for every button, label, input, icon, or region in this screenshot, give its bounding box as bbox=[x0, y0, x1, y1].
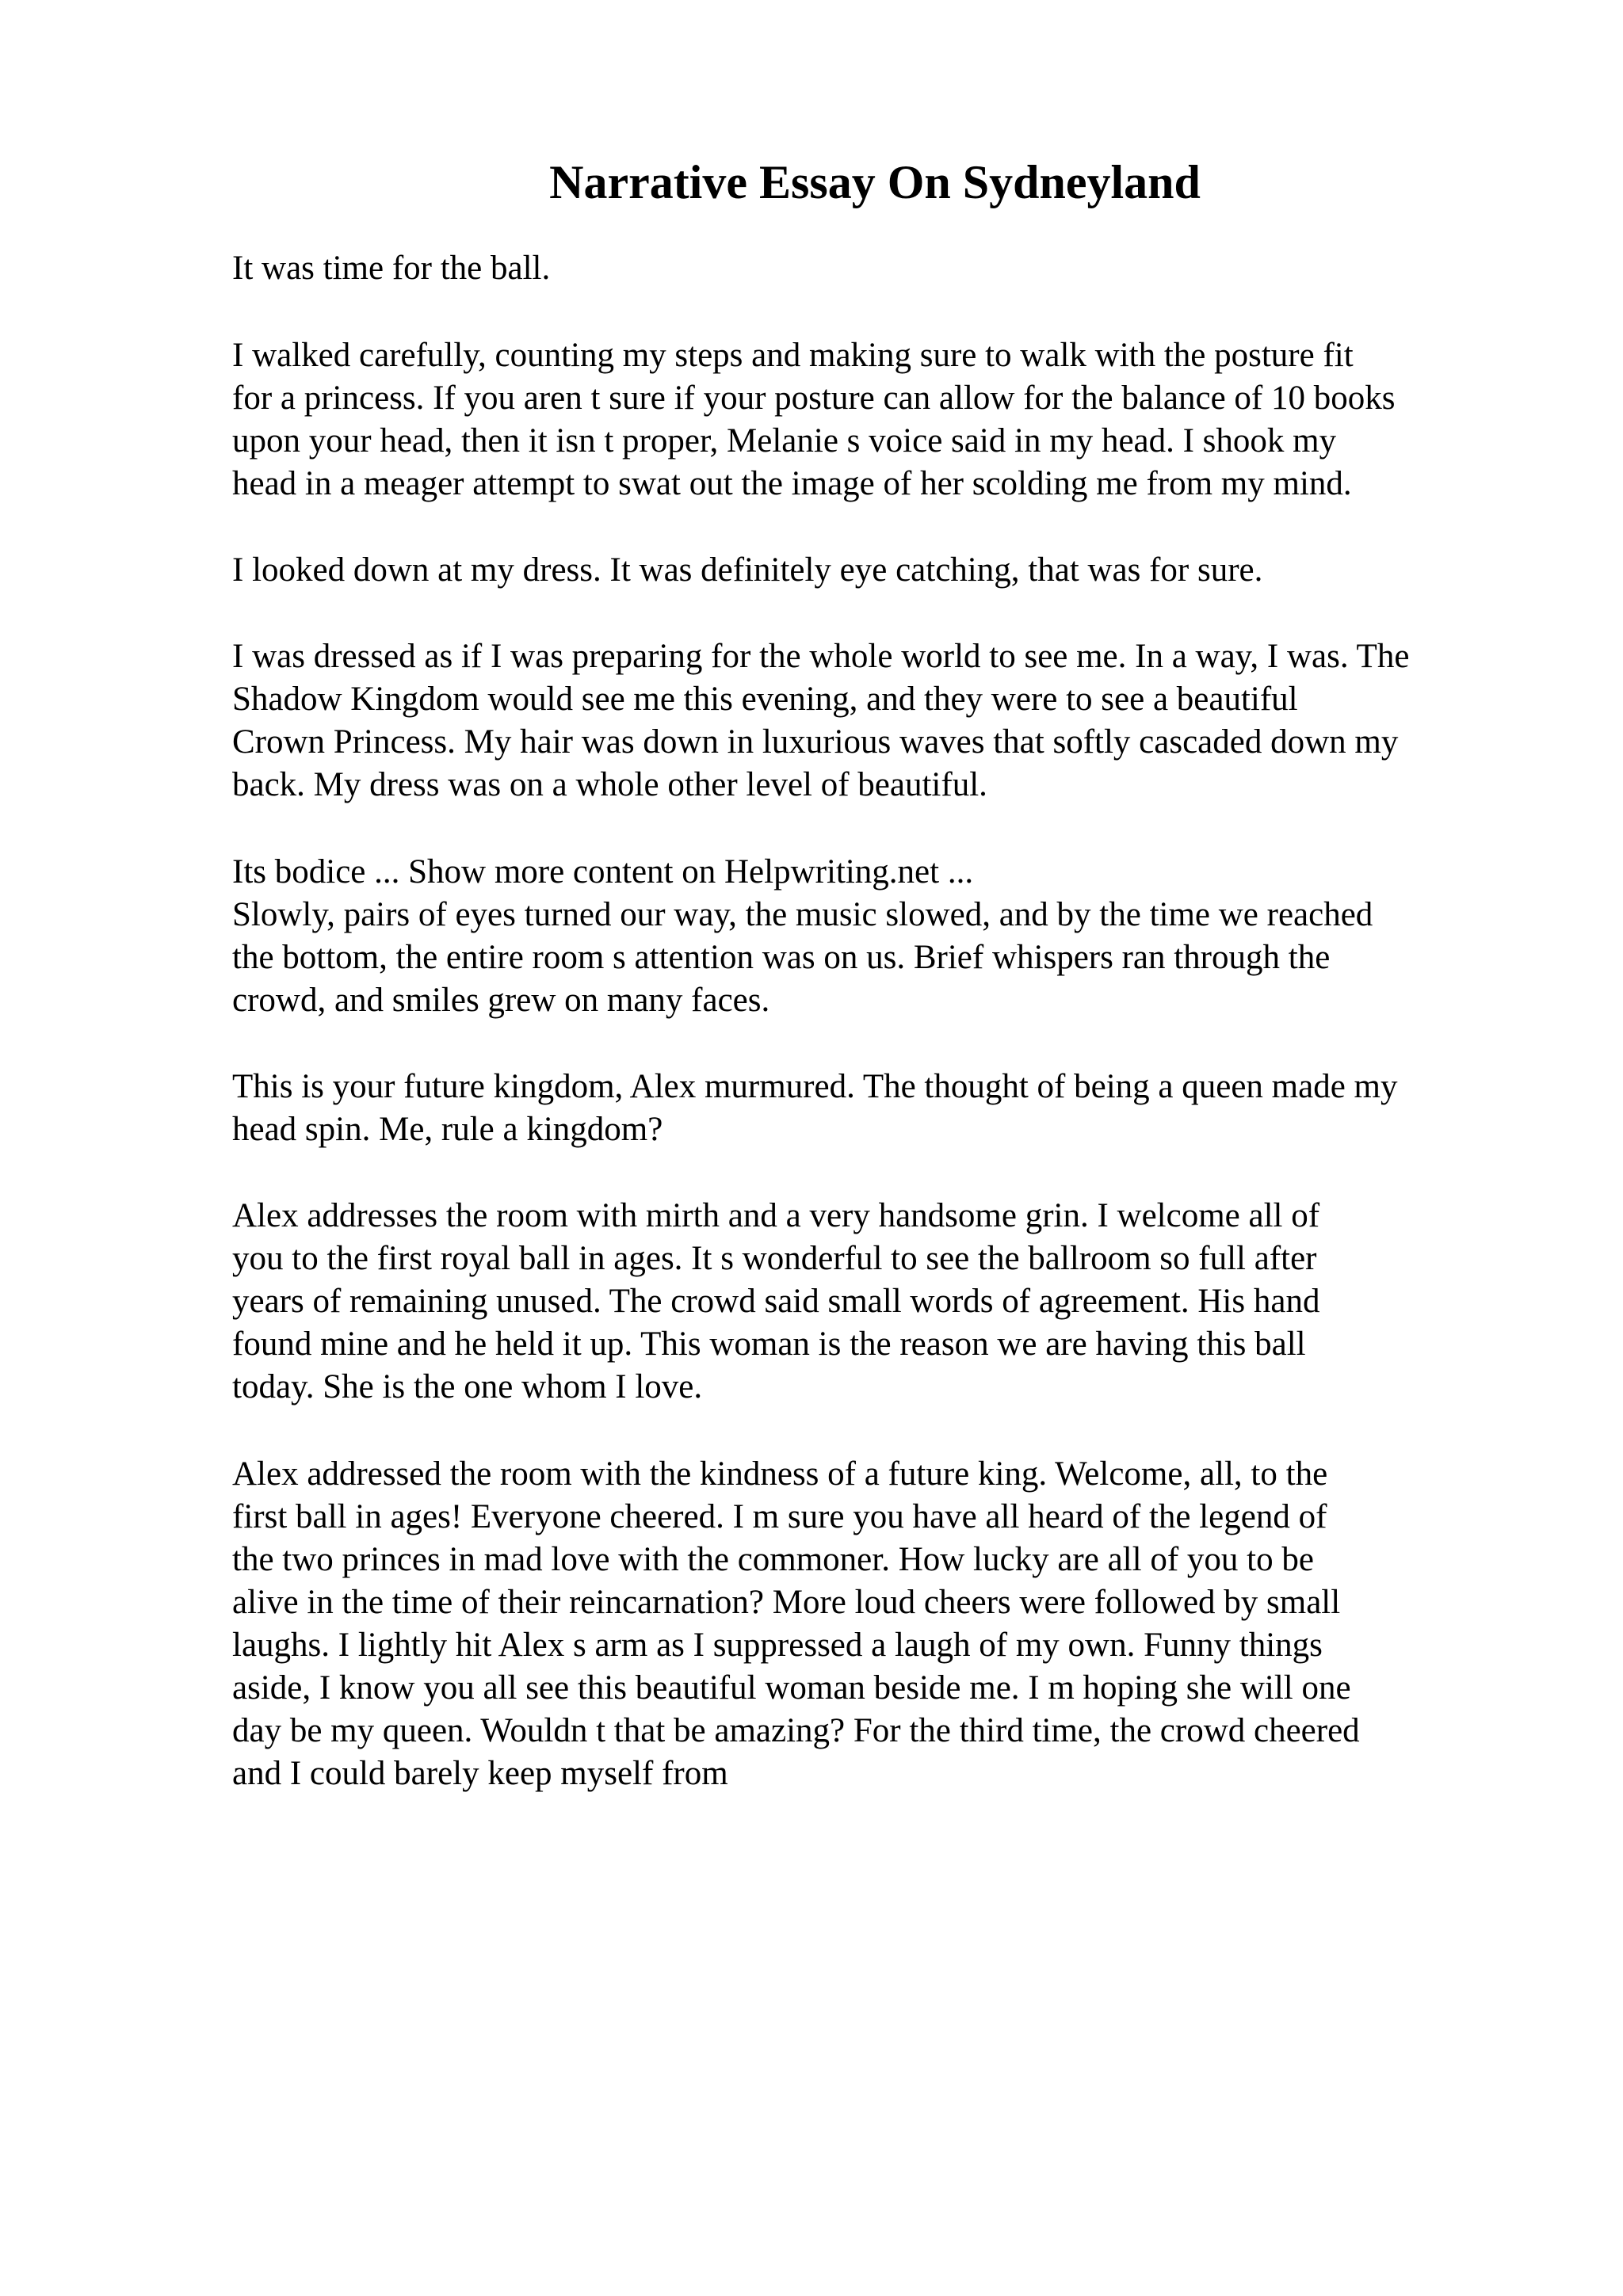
text-line: Alex addressed the room with the kindness of a future king. Welcome, all, to the bbox=[232, 1455, 1328, 1493]
text-line: I walked carefully, counting my steps and making sure to walk with the posture fit bbox=[232, 337, 1354, 374]
text-line: head in a meager attempt to swat out the image of her scolding me from my mind. bbox=[232, 465, 1352, 502]
text-line: the bottom, the entire room s attention was on us. Brief whispers ran through the bbox=[232, 939, 1331, 976]
text-line: found mine and he held it up. This woman is the reason we are having this ball bbox=[232, 1325, 1306, 1363]
text-line: crowd, and smiles grew on many faces. bbox=[232, 982, 770, 1019]
text-line: for a princess. If you aren t sure if your posture can allow for the balance of 10 books bbox=[232, 379, 1396, 417]
text-line: you to the first royal ball in ages. It s wonderful to see the ballroom so full after bbox=[232, 1240, 1317, 1277]
text-line: I was dressed as if I was preparing for the whole world to see me. In a way, I was. The bbox=[232, 638, 1410, 675]
text-line: laughs. I lightly hit Alex s arm as I suppressed a laugh of my own. Funny things bbox=[232, 1627, 1323, 1664]
text-line: years of remaining unused. The crowd said small words of agreement. His hand bbox=[232, 1283, 1320, 1320]
text-line: aside, I know you all see this beautiful woman beside me. I m hoping she will one bbox=[232, 1669, 1351, 1707]
text-line: upon your head, then it isn t proper, Melanie s voice said in my head. I shook my bbox=[232, 422, 1337, 460]
text-line: Shadow Kingdom would see me this evening, and they were to see a beautiful bbox=[232, 681, 1298, 718]
text-line: the two princes in mad love with the commoner. How lucky are all of you to be bbox=[232, 1541, 1314, 1578]
text-line: Slowly, pairs of eyes turned our way, the music slowed, and by the time we reached bbox=[232, 896, 1373, 933]
text-line: It was time for the ball. bbox=[232, 250, 551, 287]
text-line: alive in the time of their reincarnation? More loud cheers were followed by small bbox=[232, 1584, 1341, 1621]
text-line: Its bodice ... Show more content on Helpwriting.net ... bbox=[232, 853, 974, 891]
text-line: head spin. Me, rule a kingdom? bbox=[232, 1111, 663, 1148]
text-line: today. She is the one whom I love. bbox=[232, 1368, 703, 1405]
text-line: day be my queen. Wouldn t that be amazing? For the third time, the crowd cheered bbox=[232, 1712, 1360, 1749]
document-title: Narrative Essay On Sydneyland bbox=[549, 156, 1201, 208]
text-line: and I could barely keep myself from bbox=[232, 1755, 728, 1792]
text-line: This is your future kingdom, Alex murmured. The thought of being a queen made my bbox=[232, 1068, 1398, 1105]
text-line: back. My dress was on a whole other level of beautiful. bbox=[232, 766, 987, 803]
text-line: Alex addresses the room with mirth and a very handsome grin. I welcome all of bbox=[232, 1197, 1320, 1234]
text-line: I looked down at my dress. It was definitely eye catching, that was for sure. bbox=[232, 551, 1263, 589]
text-line: first ball in ages! Everyone cheered. I m sure you have all heard of the legend of bbox=[232, 1498, 1327, 1535]
text-line: Crown Princess. My hair was down in luxurious waves that softly cascaded down my bbox=[232, 723, 1399, 761]
